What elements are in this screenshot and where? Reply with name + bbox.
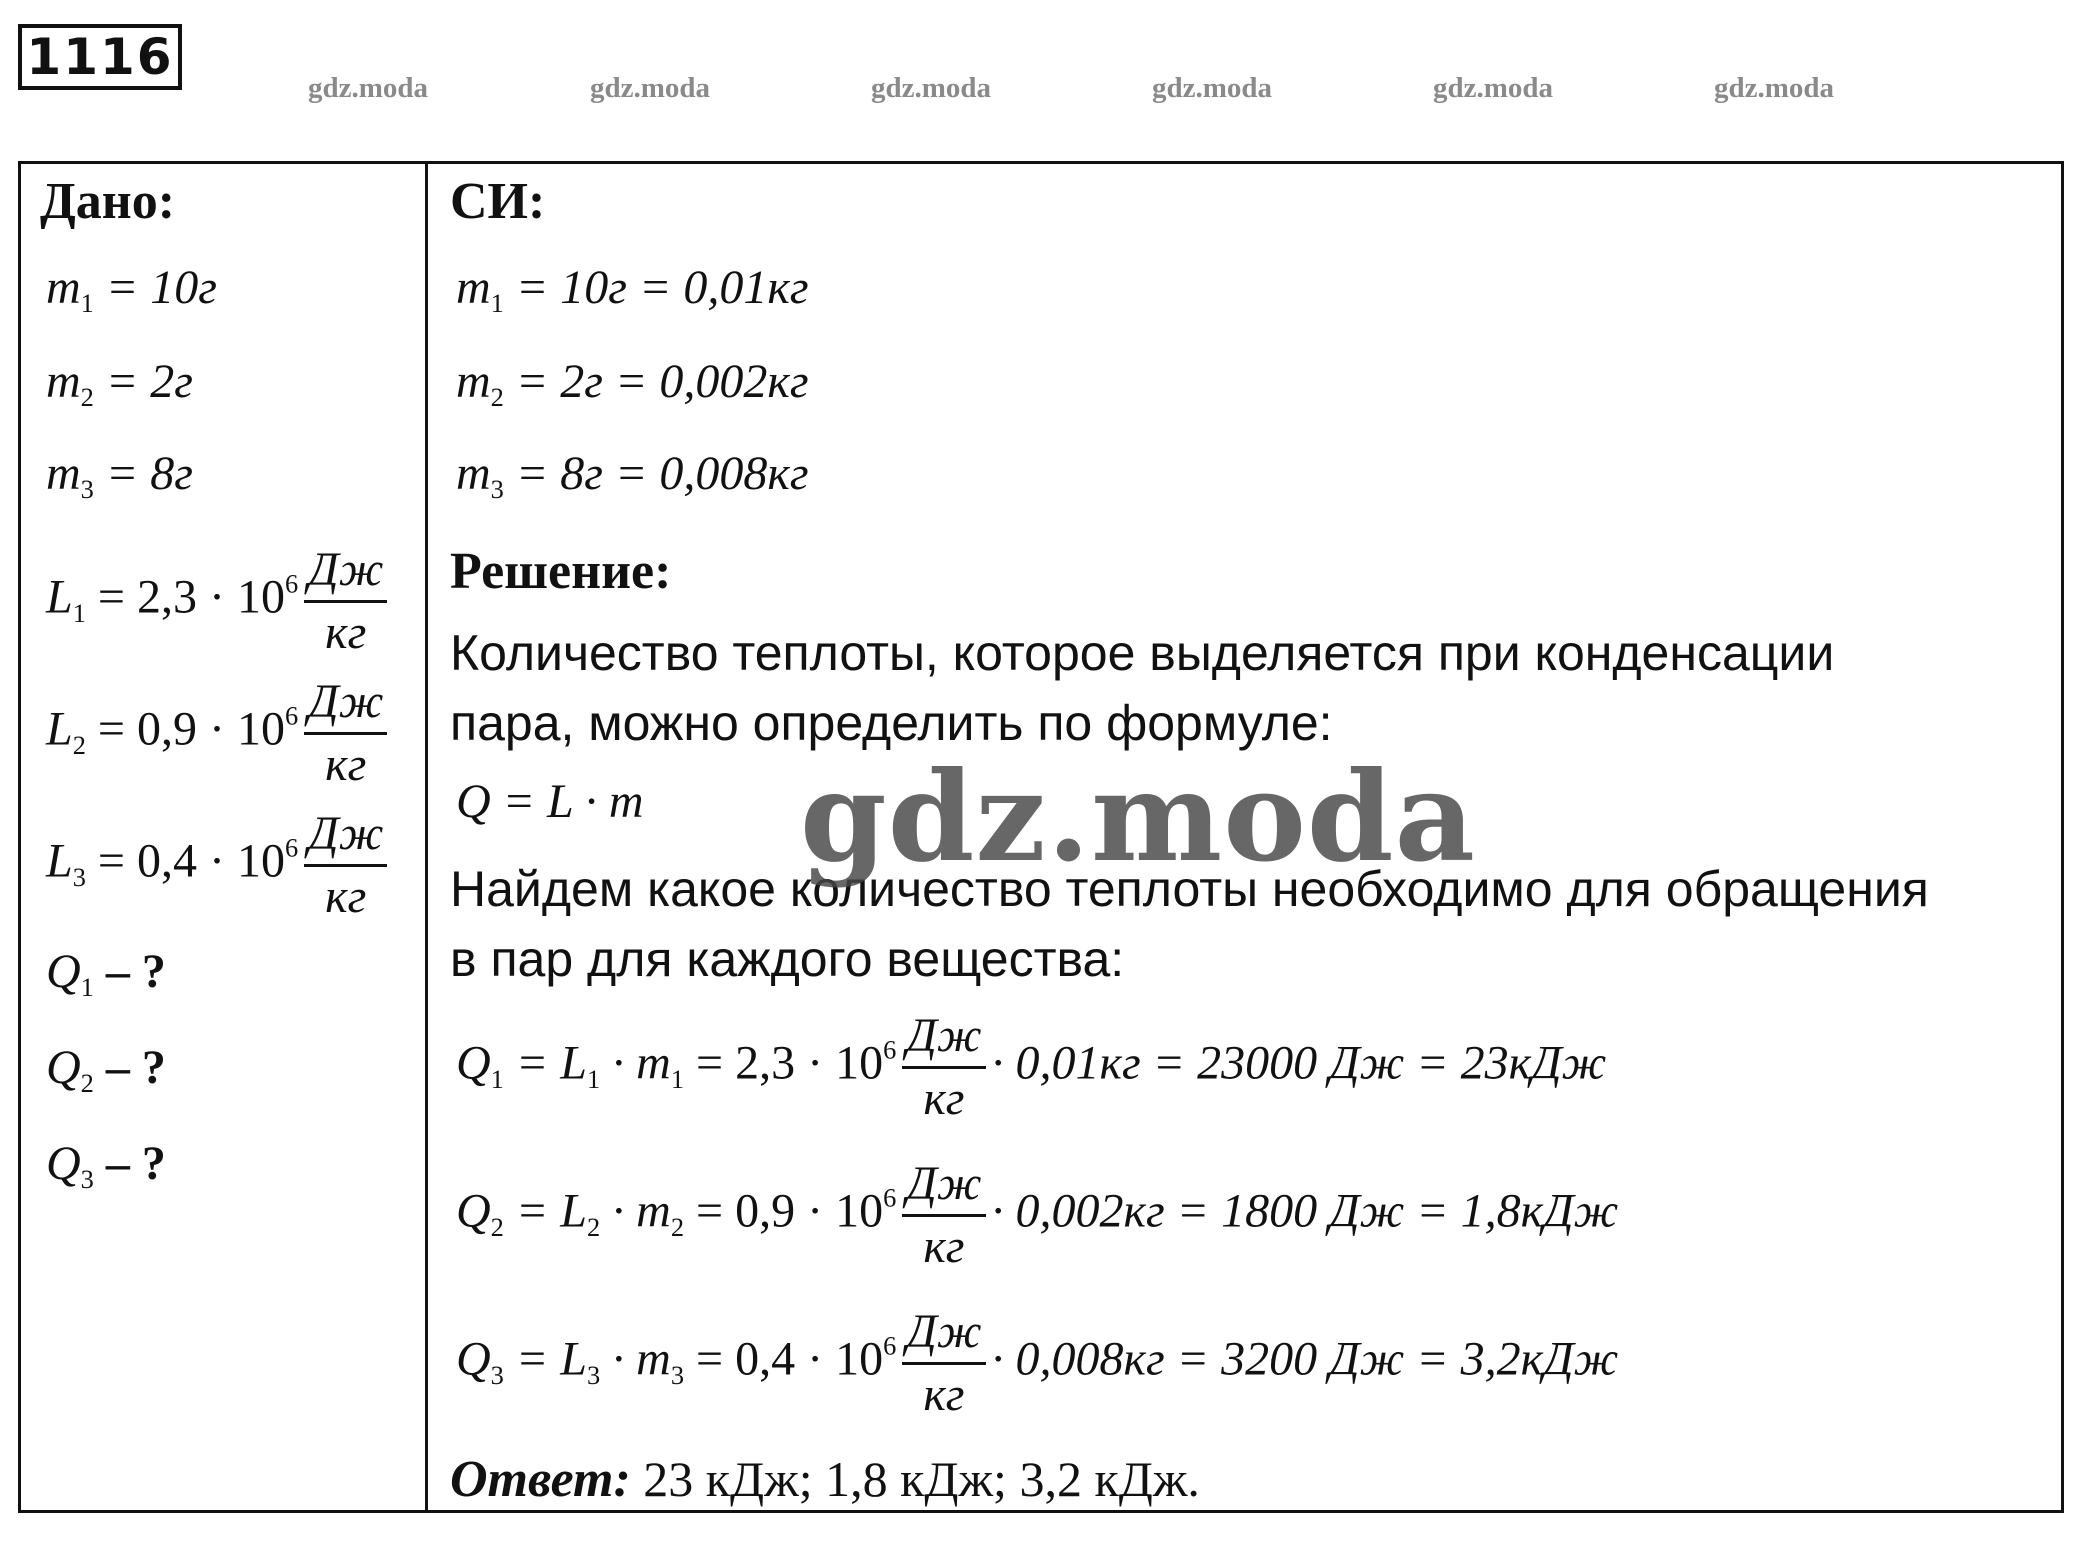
equation-Q1: $Q_1 = L_1 \cdot m_1 = 2,3 \cdot 10^6$ $\frac{Дж}{кг}$ · 0,01кг = 23000 Дж = 23кДж xyxy=(456,1009,1607,1125)
watermark-text: gdz.moda xyxy=(590,72,711,104)
watermark-text: gdz.moda xyxy=(1152,72,1273,104)
watermark-text: gdz.moda xyxy=(308,72,429,104)
watermark-text: gdz.moda xyxy=(1433,72,1554,104)
answer-line: Ответ: 23 кДж; 1,8 кДж; 3,2 кДж. xyxy=(450,1451,1200,1508)
given-Q2: $Q_2$ – ? xyxy=(46,1041,166,1099)
watermark-row xyxy=(0,72,2085,112)
given-L3: $L_3 = 0,4 \cdot 10^6$ $\frac{Дж}{кг}$ xyxy=(46,810,393,921)
si-m2: $m_2 = 2г = 0,002кг$ xyxy=(456,355,809,413)
given-m3: $m_3 = 8г$ xyxy=(46,447,193,505)
watermark-text: gdz.moda xyxy=(1714,72,1835,104)
problem-number: 1116 xyxy=(18,24,182,90)
solution-text-2b: в пар для каждого вещества: xyxy=(450,931,1125,987)
fraction: $\frac{Дж}{кг}$ xyxy=(304,546,387,657)
given-L1: $L_1 = 2,3 \cdot 10^6$ $\frac{Дж}{кг}$ xyxy=(46,546,393,657)
equation-Q2: $Q_2 = L_2 \cdot m_2 = 0,9 \cdot 10^6$ $\frac{Дж}{кг}$ · 0,002кг = 1800 Дж = 1,8кДж xyxy=(456,1157,1619,1273)
given-Q3: $Q_3$ – ? xyxy=(46,1137,166,1195)
solution-text-1a: Количество теплоты, которое выделяется при конденсации xyxy=(450,625,1835,681)
solution-text-1b: пара, можно определить по формуле: xyxy=(450,695,1333,751)
given-m2: $m_2 = 2г$ xyxy=(46,355,193,413)
solution-heading: Решение: xyxy=(450,543,672,600)
si-heading: СИ: xyxy=(450,173,546,230)
formula: Q = L · m xyxy=(456,775,644,828)
given-Q1: $Q_1$ – ? xyxy=(46,945,166,1003)
si-m3: $m_3 = 8г = 0,008кг$ xyxy=(456,447,809,505)
solution-text-2a: Найдем какое количество теплоты необходимо для обращения xyxy=(450,861,1929,917)
watermark-text: gdz.moda xyxy=(871,72,992,104)
fraction: $\frac{Дж}{кг}$ xyxy=(902,1160,985,1271)
si-m1: $m_1 = 10г = 0,01кг$ xyxy=(456,261,809,319)
given-heading: Дано: xyxy=(40,173,176,230)
fraction: $\frac{Дж}{кг}$ xyxy=(304,678,387,789)
given-L2: $L_2 = 0,9 \cdot 10^6$ $\frac{Дж}{кг}$ xyxy=(46,678,393,789)
watermark-logo: gdz.moda xyxy=(800,745,1476,890)
fraction: $\frac{Дж}{кг}$ xyxy=(902,1308,985,1419)
fraction: $\frac{Дж}{кг}$ xyxy=(304,810,387,921)
column-divider xyxy=(425,161,428,1513)
equation-Q3: $Q_3 = L_3 \cdot m_3 = 0,4 \cdot 10^6$ $\frac{Дж}{кг}$ · 0,008кг = 3200 Дж = 3,2кДж xyxy=(456,1305,1619,1421)
given-m1: $m_1 = 10г$ xyxy=(46,261,217,319)
fraction: $\frac{Дж}{кг}$ xyxy=(902,1012,985,1123)
